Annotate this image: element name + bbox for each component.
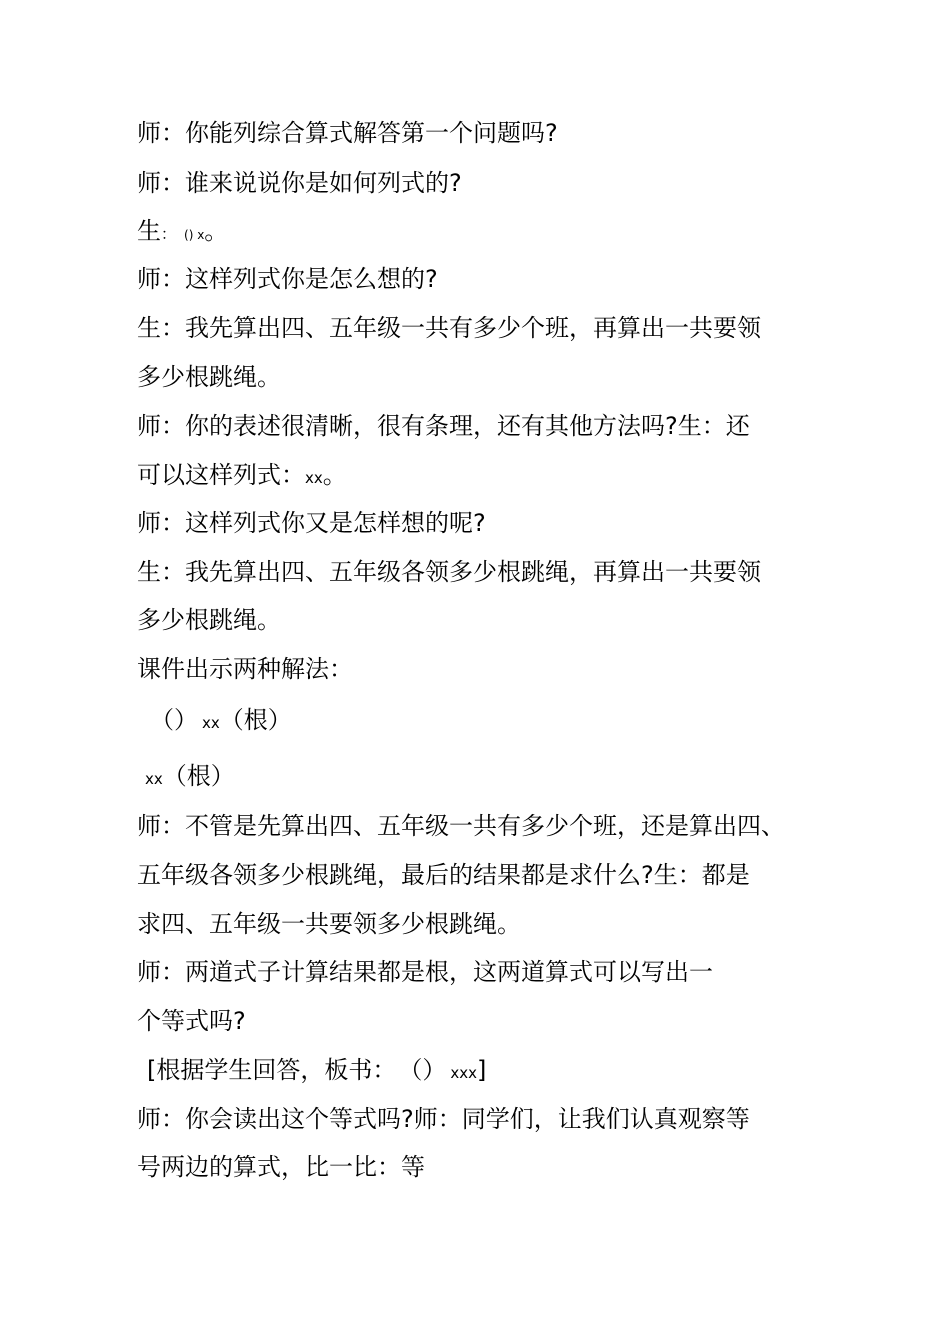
text-line-16	[137, 957, 713, 987]
text-line-17	[137, 1006, 246, 1036]
line-text: 师：谁来说说你是如何列式的?	[137, 169, 462, 197]
text-line-6	[137, 362, 281, 392]
line-text: 师：这样列式你又是怎样想的呢?	[137, 509, 486, 537]
solution-line-1	[150, 705, 292, 738]
line-text: 。	[204, 217, 229, 245]
line-text: 个等式吗?	[137, 1007, 246, 1035]
text-line-4	[137, 264, 438, 294]
text-line-10	[137, 557, 761, 587]
line-text: 。	[322, 461, 347, 489]
line-text: 师：不管是先算出四、五年级一共有多少个班，还是算出四、	[137, 812, 785, 840]
text-line-1	[137, 118, 558, 148]
text-line-5	[137, 313, 761, 343]
text-line-8	[137, 460, 347, 493]
line-text: 号两边的算式，比一比：等	[137, 1153, 425, 1181]
text-line-15	[137, 909, 521, 939]
text-line-14	[137, 860, 750, 890]
line-text: ]	[477, 1056, 487, 1084]
line-text: 可以这样列式：	[137, 461, 305, 489]
line-text: 多少根跳绳。	[137, 606, 281, 634]
text-line-11	[137, 605, 281, 635]
line-text: 师：你能列综合算式解答第一个问题吗?	[137, 119, 558, 147]
formula-fragment: xx	[202, 714, 220, 732]
unit-text: （根）	[219, 706, 292, 734]
text-line-19	[137, 1152, 425, 1182]
text-line-9	[137, 508, 486, 538]
solution-line-2	[145, 761, 235, 794]
line-text: 课件出示两种解法：	[137, 655, 353, 683]
formula-fragment: xxx	[450, 1064, 478, 1082]
formula-fragment: xx	[145, 770, 163, 788]
text-line-7	[137, 411, 750, 441]
formula-fragment: （）	[150, 706, 198, 734]
line-text: 多少根跳绳。	[137, 363, 281, 391]
text-line-18	[137, 1104, 750, 1134]
line-text: ：	[161, 225, 177, 243]
formula-fragment: （）	[410, 1056, 447, 1084]
line-text: 五年级各领多少根跳绳，最后的结果都是求什么?生：都是	[137, 861, 750, 889]
line-text: 师：你的表述很清晰，很有条理，还有其他方法吗?生：还	[137, 412, 750, 440]
board-note-line	[147, 1055, 486, 1088]
text-line-2	[137, 168, 462, 198]
formula-fragment: xx	[305, 469, 323, 487]
line-text: 师：两道式子计算结果都是根，这两道算式可以写出一	[137, 958, 713, 986]
line-text: [根据学生回答，板书：	[147, 1056, 397, 1084]
formula-fragment: () x	[184, 228, 205, 242]
line-text: 师：你会读出这个等式吗?师：同学们，让我们认真观察等	[137, 1105, 750, 1133]
line-text: 生：我先算出四、五年级各领多少根跳绳，再算出一共要领	[137, 558, 761, 586]
line-text: 生	[137, 217, 161, 245]
line-text: 求四、五年级一共要领多少根跳绳。	[137, 910, 521, 938]
line-text: 师：这样列式你是怎么想的?	[137, 265, 438, 293]
unit-text: （根）	[162, 762, 235, 790]
line-text: 生：我先算出四、五年级一共有多少个班，再算出一共要领	[137, 314, 761, 342]
text-line-13	[137, 811, 785, 841]
text-line-3	[137, 216, 228, 250]
text-line-12	[137, 654, 353, 684]
